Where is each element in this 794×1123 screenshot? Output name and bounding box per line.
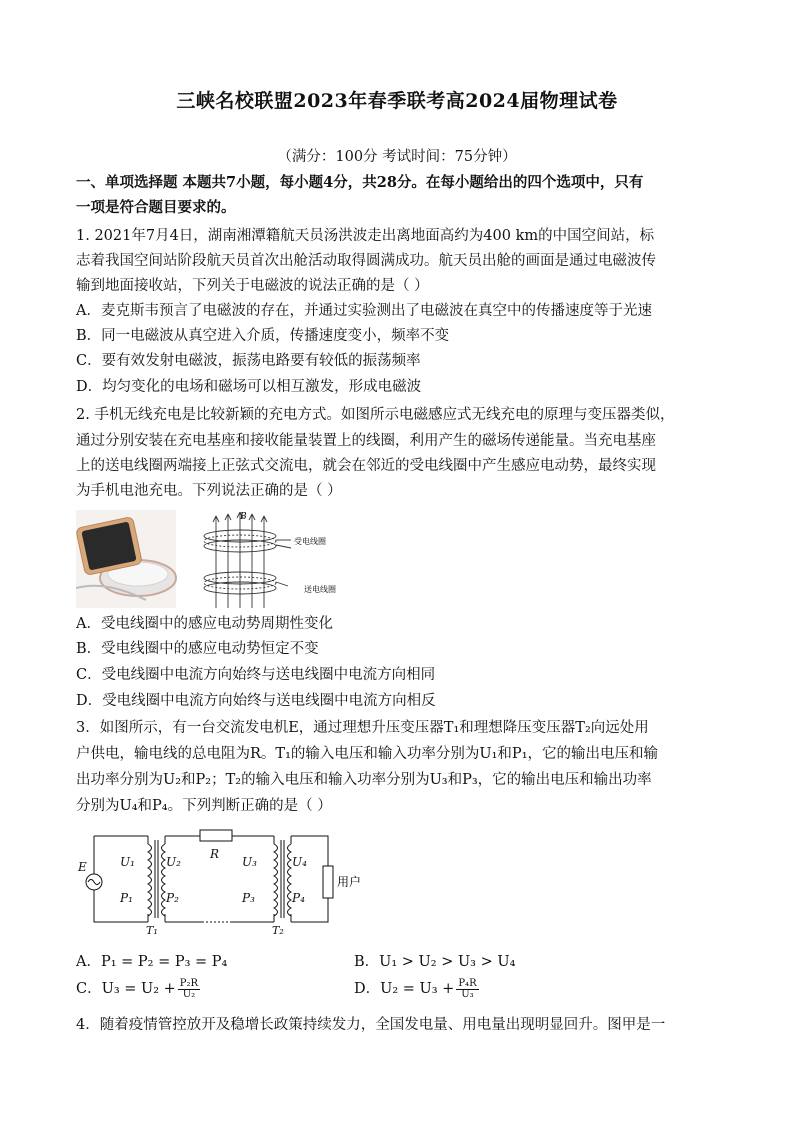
q2-option-b: B．受电线圈中的感应电动势恒定不变 (76, 641, 319, 657)
receive-coil (204, 530, 291, 552)
q3-stem-line4: 分别为U₄和P₄。下列判断正确的是（ ） (76, 798, 332, 814)
q3-option-c-fraction (178, 979, 200, 1000)
q3-option-c-denominator: U₂ (182, 988, 196, 1000)
q3-option-d (354, 977, 479, 1000)
q3-option-d-denominator: U₃ (461, 988, 474, 1000)
user-load (323, 866, 333, 898)
q3-stem-line1: 3．如图所示，有一台交流发电机E，通过理想升压变压器T₁和理想降压变压器T₂向远处用 (76, 720, 649, 736)
label-p4: P₄ (292, 891, 305, 905)
line-resistor (200, 830, 232, 841)
exam-subtitle: （满分：100分 考试时间：75分钟） (277, 149, 517, 165)
label-user: 用户 (337, 875, 362, 889)
send-coil (204, 572, 288, 594)
q2-stem-line1: 2. 手机无线充电是比较新颖的充电方式。如图所示电磁感应式无线充电的原理与变压器类似， (76, 407, 675, 423)
q3-option-d-numerator: P₄R (458, 977, 477, 989)
q1-option-a: A．麦克斯韦预言了电磁波的存在，并通过实验测出了电磁波在真空中的传播速度等于光速 (76, 303, 652, 319)
q3-option-c-numerator: P₂R (179, 977, 199, 989)
q1-option-b: B．同一电磁波从真空进入介质，传播速度变小，频率不变 (76, 328, 450, 344)
q1-stem-line2: 志着我国空间站阶段航天员首次出舱活动取得圆满成功。航天员出舱的画面是通过电磁波传 (76, 253, 656, 269)
section-heading-cont: 一项是符合题目要求的。 (76, 199, 236, 216)
q3-option-d-prefix: D．U₂ = U₃ + (354, 981, 455, 997)
q3-stem-line2: 户供电，输电线的总电阻为R。T₁的输入电压和输入功率分别为U₁和P₁，它的输出电压和输 (76, 746, 659, 762)
label-p1: P₁ (120, 891, 133, 905)
q3-stem-line3: 出功率分别为U₂和P₂；T₂的输入电压和输入功率分别为U₃和P₃，它的输出电压和输出功率 (76, 772, 652, 788)
send-coil-label: 送电线圈 (304, 585, 336, 594)
label-t2: T₂ (272, 924, 284, 936)
q1-option-d: D．均匀变化的电场和磁场可以相互激发，形成电磁波 (76, 379, 422, 395)
label-u3: U₃ (242, 855, 257, 869)
q3-option-d-fraction (456, 979, 478, 1000)
q3-option-a: A．P₁ = P₂ = P₃ = P₄ (76, 954, 228, 970)
label-p3: P₃ (242, 891, 255, 905)
label-e: E (78, 860, 87, 874)
label-t1: T₁ (146, 924, 158, 936)
q2-stem-line3: 上的送电线圈两端接上正弦式交流电，就会在邻近的受电线圈中产生感应电动势，最终实现 (76, 458, 656, 474)
exam-title: 三峡名校联盟2023年春季联考高2024届物理试卷 (176, 90, 618, 112)
q2-option-a: A．受电线圈中的感应电动势周期性变化 (76, 616, 333, 632)
receive-coil-label: 受电线圈 (294, 537, 326, 546)
wireless-charging-figure (76, 510, 366, 610)
label-u2: U₂ (166, 855, 181, 869)
q1-stem-line1: 1. 2021年7月4日，湖南湘潭籍航天员汤洪波走出离地面高约为400 km的中国空间站，标 (76, 228, 655, 244)
power-transmission-circuit (76, 826, 366, 936)
charger-photo (76, 510, 176, 608)
q3-option-b: B．U₁ > U₂ > U₃ > U₄ (354, 954, 516, 970)
section-heading: 一、单项选择题 本题共7小题，每小题4分，共28分。在每小题给出的四个选项中，只有 (76, 174, 644, 191)
q2-stem-line4: 为手机电池充电。下列说法正确的是（ ） (76, 483, 342, 499)
q1-stem-line3: 输到地面接收站，下列关于电磁波的说法正确的是（ ） (76, 278, 429, 294)
label-u1: U₁ (120, 855, 135, 869)
label-u4: U₄ (292, 855, 307, 869)
q3-option-c (76, 977, 200, 1000)
q2-option-d: D．受电线圈中电流方向始终与送电线圈中电流方向相反 (76, 693, 436, 709)
q3-option-c-prefix: C．U₃ = U₂ + (76, 981, 176, 997)
label-p2: P₂ (166, 891, 179, 905)
label-r: R (210, 847, 220, 861)
q4-stem-line1: 4．随着疫情管控放开及稳增长政策持续发力，全国发电量、用电量出现明显回升。图甲是一 (76, 1017, 666, 1033)
q1-option-c: C．要有效发射电磁波，振荡电路要有较低的振荡频率 (76, 353, 421, 369)
q2-stem-line2: 通过分别安装在充电基座和接收能量装置上的线圈，利用产生的磁场传递能量。当充电基座 (76, 433, 656, 449)
q2-option-c: C．受电线圈中电流方向始终与送电线圈中电流方向相同 (76, 667, 436, 683)
field-label-b: B (240, 512, 247, 522)
